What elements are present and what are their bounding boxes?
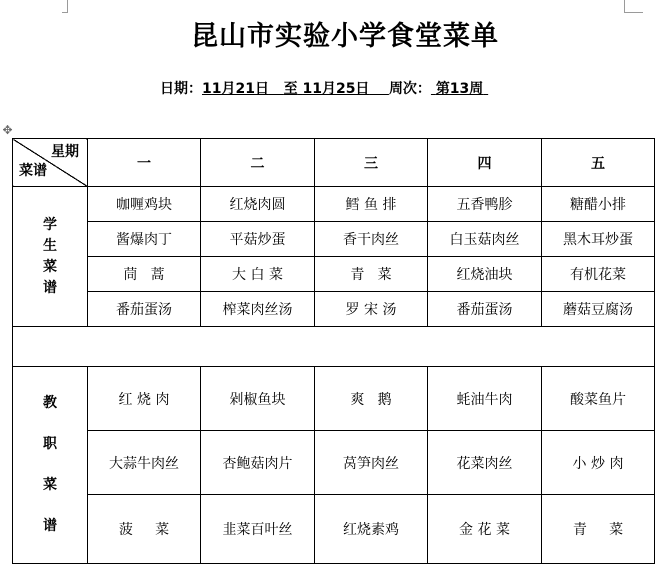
dish-cell: 酱爆肉丁 [88,222,201,257]
dish-cell: 白玉菇肉丝 [428,222,542,257]
teacher-menu-label: 教 职 菜 谱 [13,367,88,564]
dish-cell: 酸菜鱼片 [542,367,655,431]
dish-cell: 蚝油牛肉 [428,367,542,431]
dish-cell: 韭菜百叶丝 [201,495,315,564]
day-header-mon: 一 [88,139,201,187]
dish-cell: 茼 蒿 [88,257,201,292]
day-header-wed: 三 [315,139,428,187]
dish-cell: 大蒜牛肉丝 [88,431,201,495]
dish-cell: 黑木耳炒蛋 [542,222,655,257]
dish-cell: 榨菜肉丝汤 [201,292,315,327]
dish-cell: 莴笋肉丝 [315,431,428,495]
day-header-thu: 四 [428,139,542,187]
dish-cell: 番茄蛋汤 [88,292,201,327]
table-move-handle-icon[interactable]: ✥ [2,123,13,137]
dish-cell: 红烧油块 [428,257,542,292]
page-title: 昆山市实验小学食堂菜单 [191,21,499,52]
teacher-row [13,367,655,431]
dish-cell: 罗 宋 汤 [315,292,428,327]
header-row [13,139,655,187]
dish-cell: 青 菜 [315,257,428,292]
dish-cell: 爽 鹅 [315,367,428,431]
student-row [13,222,655,257]
day-header-tue: 二 [201,139,315,187]
page-corner-mark-left [62,0,68,13]
date-label: 日期： [160,81,202,97]
date-to-label: 至 [283,81,298,97]
dish-cell: 咖喱鸡块 [88,187,201,222]
dish-cell: 红烧肉圆 [201,187,315,222]
student-menu-label: 学 生 菜 谱 [13,187,88,327]
dish-cell: 番茄蛋汤 [428,292,542,327]
dish-cell: 红 烧 肉 [88,367,201,431]
menu-table [12,138,655,564]
student-row [13,257,655,292]
student-row [13,187,655,222]
week-label: 周次： [388,81,431,97]
dish-cell: 金 花 菜 [428,495,542,564]
dish-cell: 糖醋小排 [542,187,655,222]
dish-cell: 剁椒鱼块 [201,367,315,431]
corner-weekday-label: 星期 [51,144,79,160]
dish-cell: 香干肉丝 [315,222,428,257]
dish-cell: 青 菜 [542,495,655,564]
corner-menu-label: 菜谱 [19,163,47,179]
teacher-row [13,495,655,564]
week-value: 第13周 [435,81,484,97]
dish-cell: 平菇炒蛋 [201,222,315,257]
dish-cell: 花菜肉丝 [428,431,542,495]
student-row [13,292,655,327]
dish-cell: 五香鸭胗 [428,187,542,222]
page-corner-mark-right [624,0,643,13]
dish-cell: 有机花菜 [542,257,655,292]
dish-cell: 杏鲍菇肉片 [201,431,315,495]
corner-cell [13,139,88,187]
dish-cell: 鳕 鱼 排 [315,187,428,222]
dish-cell: 蘑菇豆腐汤 [542,292,655,327]
spacer-cell [13,327,655,367]
teacher-row [13,431,655,495]
dish-cell: 菠 菜 [88,495,201,564]
date-line [160,78,488,98]
dish-cell: 大 白 菜 [201,257,315,292]
date-end: 11月25日 [302,81,370,97]
day-header-fri: 五 [542,139,655,187]
dish-cell: 小 炒 肉 [542,431,655,495]
dish-cell: 红烧素鸡 [315,495,428,564]
date-start: 11月21日 至 11月25日 [202,81,370,97]
spacer-row [13,327,655,367]
